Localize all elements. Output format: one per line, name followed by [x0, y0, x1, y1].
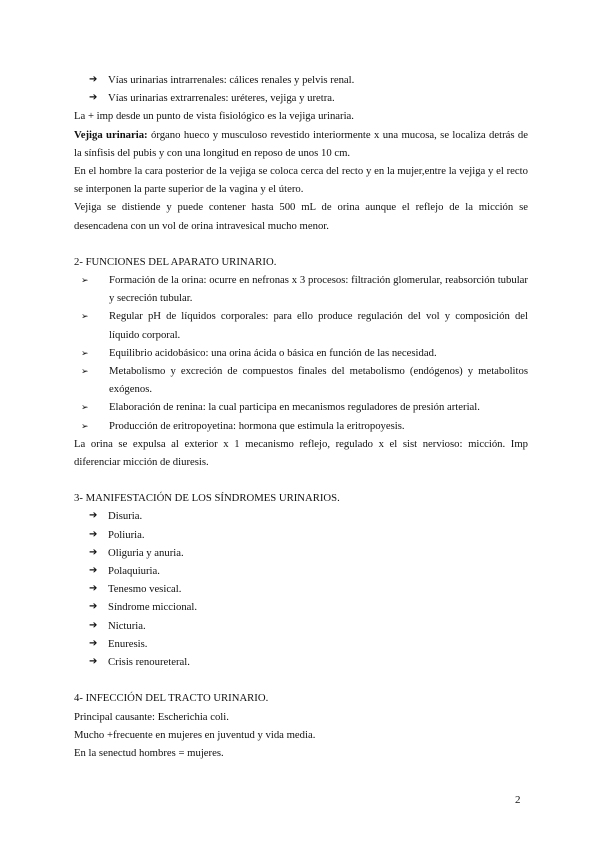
arrow-right-icon: ➔ [89, 510, 98, 522]
arrow-right-icon: ➔ [89, 637, 98, 649]
list-item-text: Oliguria y anuria. [108, 546, 184, 559]
intro-arrow-list [74, 71, 528, 107]
paragraph-miccion: La orina se expulsa al exterior x 1 mecanismo reflejo, regulado x el sist nervioso: micción. Imp diferenciar micción de diuresis. [74, 437, 528, 469]
functions-list [74, 271, 528, 435]
list-item [74, 71, 528, 89]
paragraph-vejiga-position: En el hombre la cara posterior de la vejiga se coloca cerca del recto y en la mujer,entre la vejiga y el recto se interponen la parte superior de la vagina y el útero. [74, 165, 528, 196]
list-item [74, 307, 528, 343]
list-item-text: Elaboración de renina: la cual participa en mecanismos reguladores de presión arterial. [109, 401, 480, 414]
paragraph-line: En la senectud hombres = mujeres. [74, 746, 224, 759]
list-item [74, 598, 528, 616]
syndromes-list [74, 507, 528, 671]
paragraph-line: Principal causante: Escherichia coli. [74, 710, 229, 723]
list-item [74, 398, 528, 416]
list-item [74, 344, 528, 362]
list-item-text: Producción de eritropoyetina: hormona que estimula la eritropoyesis. [109, 419, 405, 432]
arrow-right-icon: ➔ [89, 74, 98, 85]
list-item-text: Polaquiuria. [108, 565, 160, 578]
spacer [74, 671, 528, 689]
paragraph-line: Mucho +frecuente en mujeres en juventud y vida media. [74, 728, 316, 741]
document-body [74, 71, 528, 762]
paragraph-vejiga-importance: La + imp desde un punto de vista fisiológico es la vejiga urinaria. [74, 110, 354, 123]
list-item [74, 580, 528, 598]
list-item-text: Crisis renoureteral. [108, 656, 190, 669]
list-item [74, 653, 528, 671]
paragraph-vejiga-definition [74, 126, 528, 162]
list-item [74, 271, 528, 307]
list-item-text: Disuria. [108, 510, 143, 523]
triangle-right-icon: ➢ [81, 275, 89, 286]
list-item [74, 507, 528, 525]
arrow-right-icon: ➔ [89, 565, 98, 577]
definition-text: órgano hueco y musculoso revestido interiormente x una mucosa, se localiza detrás de la sínfisis del pubis y con una longitud en reposo de unos 10 cm. [74, 128, 528, 159]
list-item-text: Regular pH de líquidos corporales: para ello produce regulación del vol y composición del líquido corporal. [109, 310, 528, 341]
triangle-right-icon: ➢ [81, 366, 89, 377]
list-item-text: Enuresis. [108, 637, 148, 650]
list-item-text: Formación de la orina: ocurre en nefronas x 3 procesos: filtración glomerular, reabsorción tubular y secreción tubular. [109, 274, 528, 305]
list-item [74, 617, 528, 635]
page-number: 2 [515, 794, 521, 806]
term-vejiga-urinaria: Vejiga urinaria: [74, 128, 148, 141]
list-item [74, 544, 528, 562]
arrow-right-icon: ➔ [89, 619, 98, 631]
triangle-right-icon: ➢ [81, 420, 89, 431]
arrow-right-icon: ➔ [89, 546, 98, 558]
list-item-text: Equilibrio acidobásico: una orina ácida o básica en función de las necesidad. [109, 346, 437, 359]
list-item-text: Vías urinarias intrarrenales: cálices renales y pelvis renal. [108, 74, 355, 86]
list-item-text: Vías urinarias extrarrenales: uréteres, vejiga y uretra. [108, 92, 335, 105]
arrow-right-icon: ➔ [89, 528, 98, 540]
list-item [74, 526, 528, 544]
section-heading-infeccion: 4- INFECCIÓN DEL TRACTO URINARIO. [74, 692, 269, 705]
spacer [74, 235, 528, 253]
paragraph-vejiga-capacity: Vejiga se distiende y puede contener hasta 500 mL de orina aunque el reflejo de la micción se desencadena con un vol de orina intravesical mucho menor. [74, 201, 528, 232]
spacer [74, 471, 528, 489]
section-heading-funciones: 2- FUNCIONES DEL APARATO URINARIO. [74, 255, 277, 268]
arrow-right-icon: ➔ [89, 601, 98, 613]
list-item-text: Nicturia. [108, 619, 146, 632]
list-item-text: Metabolismo y excreción de compuestos finales del metabolismo (endógenos) y metabolitos exógenos. [109, 365, 528, 396]
triangle-right-icon: ➢ [81, 402, 89, 413]
arrow-right-icon: ➔ [89, 656, 98, 668]
triangle-right-icon: ➢ [81, 347, 89, 358]
list-item-text: Síndrome miccional. [108, 601, 198, 614]
section-heading-sindromes: 3- MANIFESTACIÓN DE LOS SÍNDROMES URINARIOS. [74, 492, 340, 505]
list-item-text: Poliuria. [108, 528, 145, 541]
list-item [74, 562, 528, 580]
list-item [74, 417, 528, 435]
list-item [74, 362, 528, 398]
list-item [74, 635, 528, 653]
triangle-right-icon: ➢ [81, 311, 89, 322]
arrow-right-icon: ➔ [89, 92, 98, 104]
list-item-text: Tenesmo vesical. [108, 583, 182, 596]
list-item [74, 89, 528, 107]
arrow-right-icon: ➔ [89, 583, 98, 595]
